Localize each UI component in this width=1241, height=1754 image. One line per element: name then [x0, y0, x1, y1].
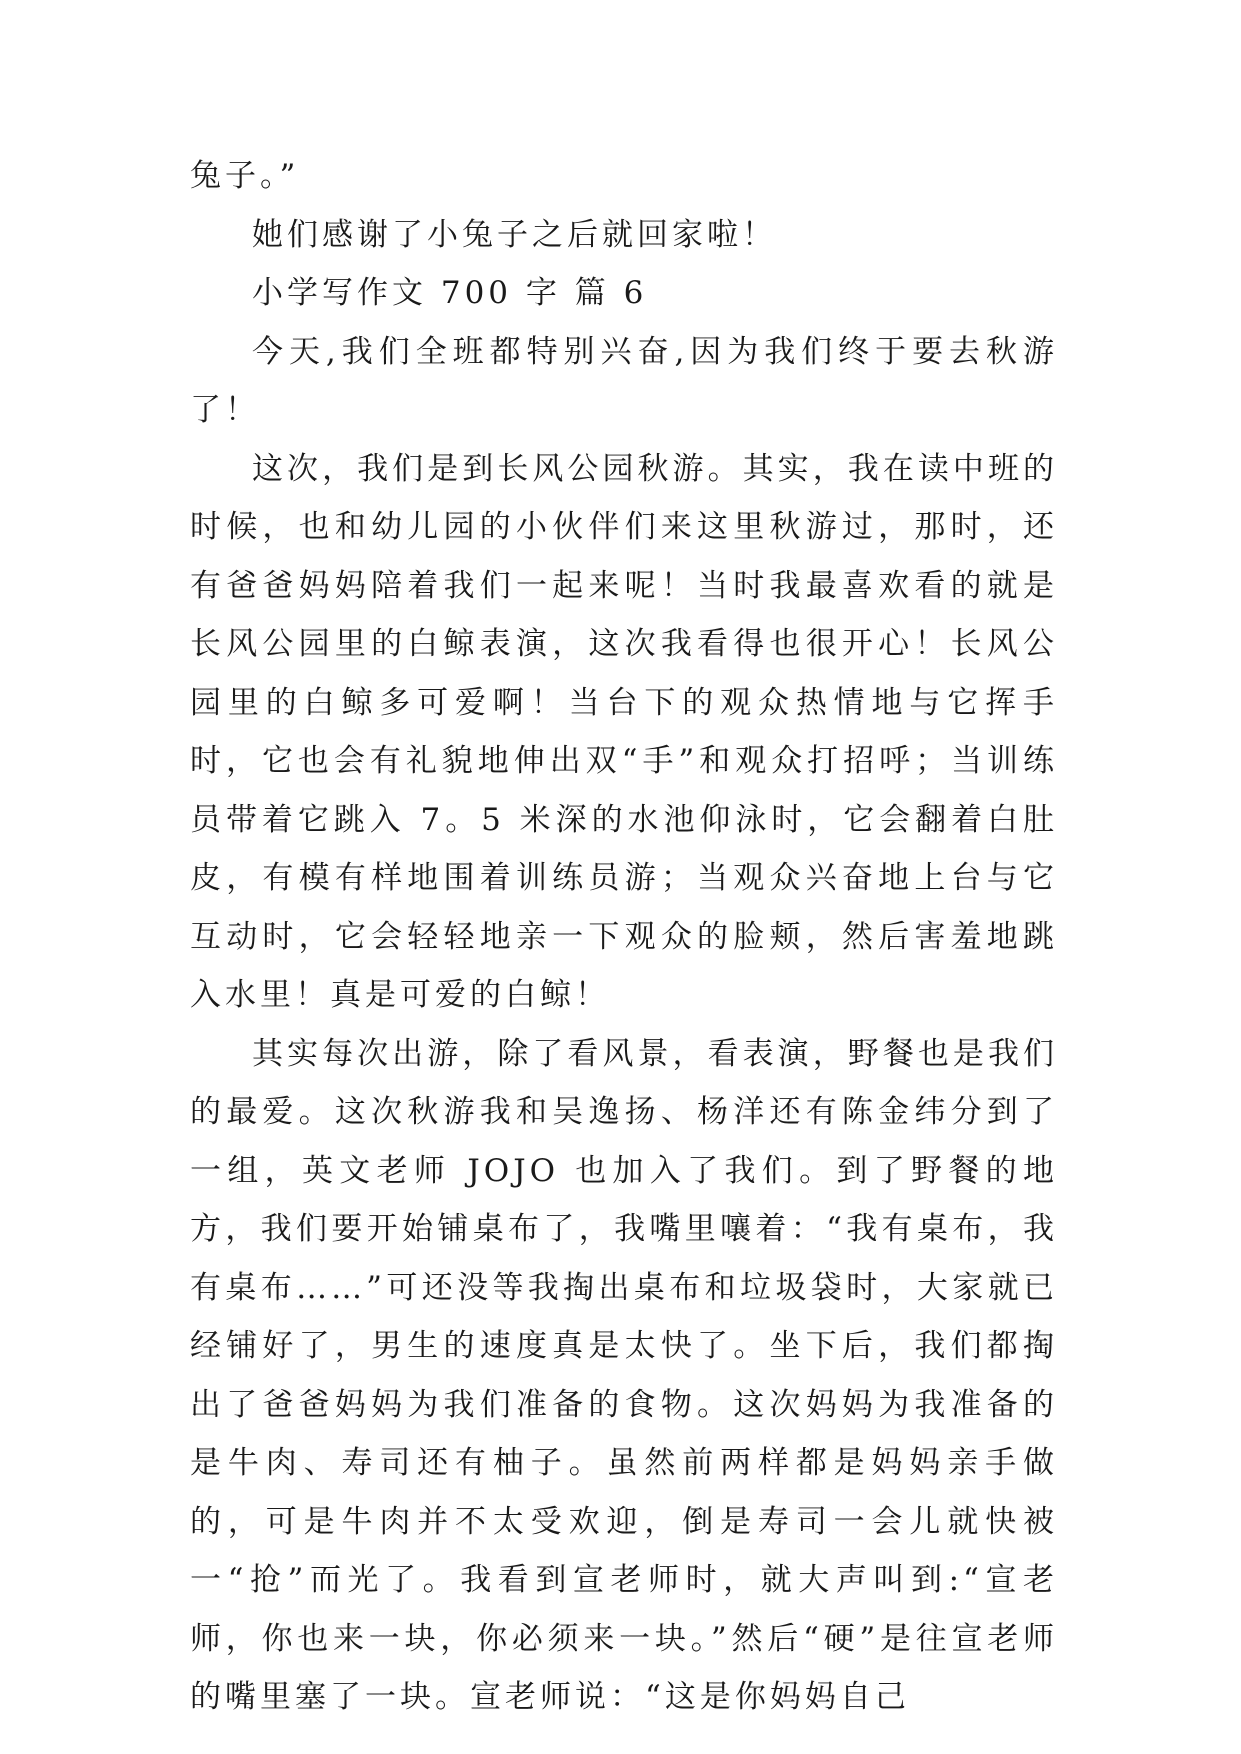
document-body — [190, 147, 1058, 1727]
paragraph-continuation: 兔子。” — [190, 158, 300, 194]
paragraph: 今天,我们全班都特别兴奋,因为我们终于要去秋游了！ — [190, 333, 1058, 428]
section-heading: 小学写作文 700 字 篇 6 — [252, 275, 648, 311]
paragraph: 其实每次出游，除了看风景，看表演，野餐也是我们的最爱。这次秋游我和吴逸扬、杨洋还有陈金纬分到了一组，英文老师 JOJO 也加入了我们。到了野餐的地方，我们要开始铺桌布了，我嘴里嚷着：“我有桌布，我有桌布……”可还没等我掏出桌布和垃圾袋时，大家就已经铺好了，男生的速度真是太快了。坐下后，我们都掏出了爸爸妈妈为我们准备的食物。这次妈妈为我准备的是牛肉、寿司还有柚子。虽然前两样都是妈妈亲手做的，可是牛肉并不太受欢迎，倒是寿司一会儿就快被一“抢”而光了。我看到宣老师时，就大声叫到:“宣老师，你也来一块，你必须来一块。”然后“硬”是往宣老师的嘴里塞了一块。宣老师说：“这是你妈妈自己 — [190, 1035, 1058, 1715]
paragraph: 这次，我们是到长风公园秋游。其实，我在读中班的时候，也和幼儿园的小伙伴们来这里秋游过，那时，还有爸爸妈妈陪着我们一起来呢！当时我最喜欢看的就是长风公园里的白鲸表演，这次我看得也很开心！长风公园里的白鲸多可爱啊！当台下的观众热情地与它挥手时，它也会有礼貌地伸出双“手”和观众打招呼；当训练员带着它跳入 7。5 米深的水池仰泳时，它会翻着白肚皮，有模有样地围着训练员游；当观众兴奋地上台与它互动时，它会轻轻地亲一下观众的脸颊，然后害羞地跳入水里！真是可爱的白鲸！ — [190, 450, 1058, 1013]
paragraph: 她们感谢了小兔子之后就回家啦！ — [252, 216, 777, 253]
